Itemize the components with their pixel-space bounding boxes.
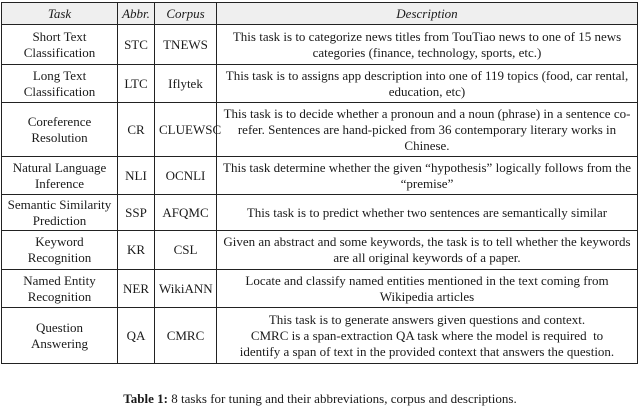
abbr-cell: SSP <box>118 195 155 231</box>
header-description: Description <box>217 3 638 25</box>
table-row <box>2 308 638 364</box>
task-cell <box>2 65 118 103</box>
table-row <box>2 157 638 195</box>
description-line: This task is to generate answers given questions and context. <box>268 311 586 327</box>
task-name-line: Recognition <box>27 288 92 304</box>
abbr-cell: NLI <box>118 157 155 195</box>
task-name-line: Inference <box>34 175 85 191</box>
abbr-cell: LTC <box>118 65 155 103</box>
tasks-table <box>1 2 638 364</box>
corpus-cell: CLUEWSC <box>155 103 217 157</box>
table-row <box>2 195 638 231</box>
task-name-line: Keyword <box>35 234 84 249</box>
task-name-line: Short Text <box>32 28 87 44</box>
task-name-line: Classification <box>23 44 96 60</box>
task-cell <box>2 25 118 65</box>
header-abbr: Abbr. <box>118 3 155 25</box>
abbr-cell: NER <box>118 270 155 308</box>
abbr-cell: KR <box>118 231 155 270</box>
task-cell <box>2 308 118 364</box>
table-row <box>2 231 638 270</box>
description-cell: This task is to predict whether two sentences are semantically similar <box>217 195 638 231</box>
description-cell: Locate and classify named entities mentioned in the text coming from Wikipedia articles <box>217 270 638 308</box>
caption-text: 8 tasks for tuning and their abbreviations, corpus and descriptions. <box>167 391 517 406</box>
task-name-line: Resolution <box>31 129 88 145</box>
task-name-line: Named Entity <box>23 272 96 288</box>
task-cell <box>2 231 118 270</box>
task-name-line: Coreference <box>27 113 92 129</box>
task-name-line: Semantic Similarity <box>7 196 112 212</box>
task-cell <box>2 270 118 308</box>
corpus-cell: OCNLI <box>155 157 217 195</box>
caption-label: Table 1: <box>123 391 168 406</box>
task-cell <box>2 103 118 157</box>
table-row <box>2 65 638 103</box>
task-name-line: Recognition <box>27 250 92 265</box>
corpus-cell: TNEWS <box>155 25 217 65</box>
table-row <box>2 270 638 308</box>
description-line: CMRC is a span-extraction QA task where the model is required to <box>250 327 604 343</box>
corpus-cell: CMRC <box>155 308 217 364</box>
task-name-line: Long Text <box>32 67 87 83</box>
abbr-cell: QA <box>118 308 155 364</box>
description-cell <box>217 308 638 364</box>
task-name-line: Prediction <box>32 212 87 228</box>
corpus-cell: AFQMC <box>155 195 217 231</box>
description-cell: This task is to categorize news titles from TouTiao news to one of 15 news categories (finance, technology, sports, etc.) <box>217 25 638 65</box>
header-row <box>2 3 638 25</box>
description-cell: This task is to assigns app description into one of 119 topics (food, car rental, education, etc) <box>217 65 638 103</box>
abbr-cell: CR <box>118 103 155 157</box>
task-name-line: Natural Language <box>12 159 107 175</box>
abbr-cell: STC <box>118 25 155 65</box>
description-line: identify a span of text in the provided context that answers the question. <box>239 343 615 359</box>
task-name-line: Question <box>36 319 83 335</box>
description-cell: This task determine whether the given “hypothesis” logically follows from the “premise” <box>217 157 638 195</box>
table-row <box>2 103 638 157</box>
task-cell <box>2 195 118 231</box>
header-task: Task <box>2 3 118 25</box>
task-name-line: Answering <box>30 335 89 351</box>
corpus-cell: CSL <box>155 231 217 270</box>
task-name-line: Classification <box>23 83 96 99</box>
description-cell: Given an abstract and some keywords, the task is to tell whether the keywords are all original keywords of a paper. <box>217 231 638 270</box>
corpus-cell: Iflytek <box>155 65 217 103</box>
task-cell <box>2 157 118 195</box>
corpus-cell: WikiANN <box>155 270 217 308</box>
table-row <box>2 25 638 65</box>
description-cell: This task is to decide whether a pronoun and a noun (phrase) in a sentence co-refer. Sentences are hand-picked from 36 contemporary literary works in Chinese. <box>217 103 638 157</box>
header-corpus: Corpus <box>155 3 217 25</box>
table-caption <box>0 391 640 407</box>
